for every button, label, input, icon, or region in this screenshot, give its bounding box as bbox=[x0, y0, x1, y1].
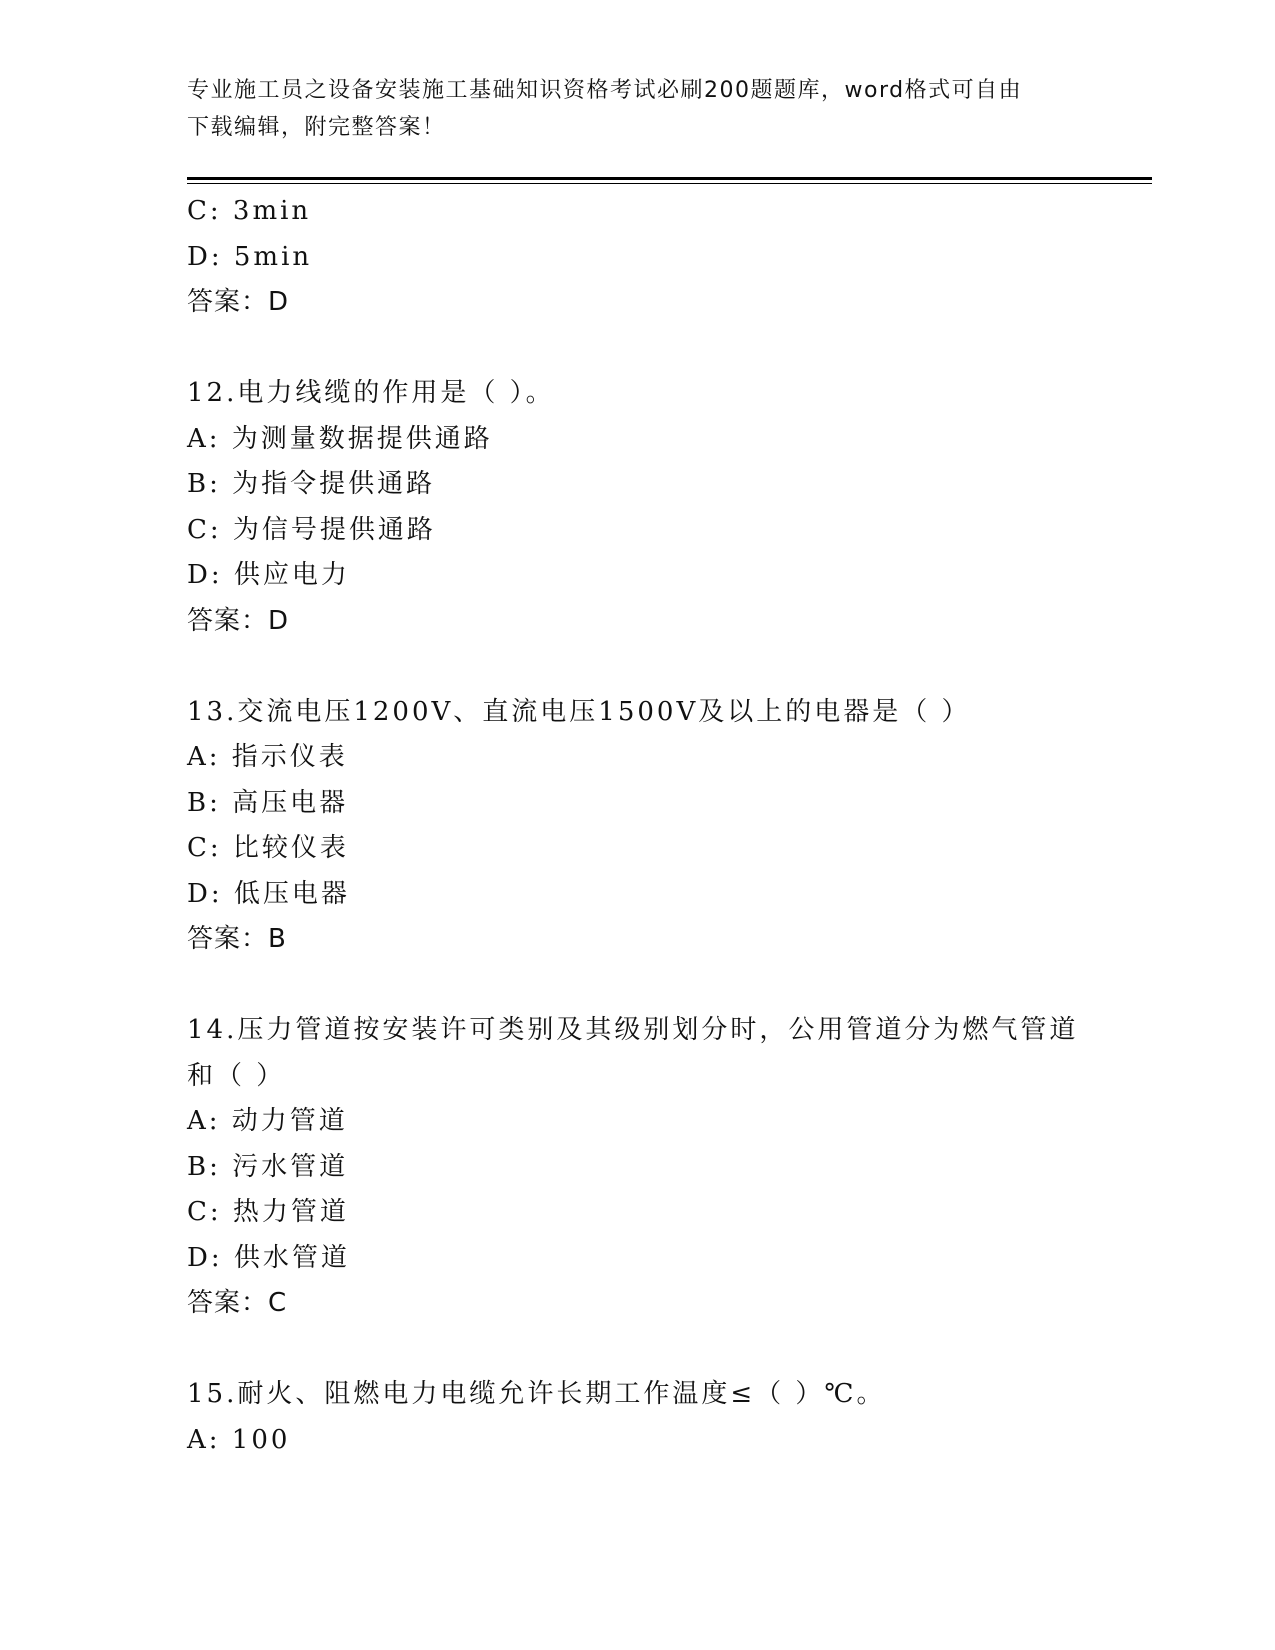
question-stem: 12.电力线缆的作用是（ ）。 bbox=[187, 378, 555, 408]
question-15 bbox=[187, 1372, 1087, 1463]
question-stem: 13.交流电压1200V、直流电压1500V及以上的电器是（ ） bbox=[187, 696, 971, 727]
header-rule-thin bbox=[187, 183, 1152, 184]
option-d: D: 5min bbox=[187, 241, 313, 272]
spacer bbox=[187, 326, 1087, 372]
document-header bbox=[187, 72, 1067, 146]
answer-line: 答案：D bbox=[187, 605, 290, 636]
option-d: D: 低压电器 bbox=[187, 878, 350, 909]
spacer bbox=[187, 1327, 1087, 1373]
option-a: A: 指示仪表 bbox=[187, 742, 348, 772]
header-title-line-2: 下载编辑，附完整答案！ bbox=[187, 115, 446, 140]
option-c: C: 热力管道 bbox=[187, 1197, 349, 1227]
question-12 bbox=[187, 371, 1087, 644]
answer-line: 答案：C bbox=[187, 1288, 288, 1318]
option-d: D: 供水管道 bbox=[187, 1242, 350, 1273]
question-stem-line-1: 14.压力管道按安装许可类别及其级别划分时，公用管道分为燃气管道 bbox=[187, 1015, 1079, 1045]
answer-line: 答案：B bbox=[187, 924, 287, 954]
option-d: D: 供应电力 bbox=[187, 560, 350, 590]
option-b: B: 为指令提供通路 bbox=[187, 469, 436, 499]
spacer bbox=[187, 963, 1087, 1009]
answer-line: 答案：D bbox=[187, 287, 290, 317]
option-c: C: 比较仪表 bbox=[187, 833, 349, 863]
question-13 bbox=[187, 690, 1087, 963]
option-b: B: 污水管道 bbox=[187, 1151, 349, 1182]
option-c: C: 3min bbox=[187, 196, 312, 226]
question-11-continued bbox=[187, 189, 1087, 326]
question-list bbox=[187, 189, 1087, 1463]
spacer bbox=[187, 644, 1087, 690]
question-stem-line-2: 和（ ） bbox=[187, 1060, 286, 1091]
question-14 bbox=[187, 1008, 1087, 1327]
option-a: A: 100 bbox=[187, 1424, 291, 1455]
option-b: B: 高压电器 bbox=[187, 787, 349, 818]
option-c: C: 为信号提供通路 bbox=[187, 514, 436, 545]
option-a: A: 动力管道 bbox=[187, 1106, 348, 1136]
header-rule-thick bbox=[187, 177, 1152, 180]
question-stem: 15.耐火、阻燃电力电缆允许长期工作温度≤（ ）℃。 bbox=[187, 1379, 886, 1409]
option-a: A: 为测量数据提供通路 bbox=[187, 423, 493, 454]
header-title-line-1: 专业施工员之设备安装施工基础知识资格考试必刷200题题库，word格式可自由 bbox=[187, 78, 1023, 103]
